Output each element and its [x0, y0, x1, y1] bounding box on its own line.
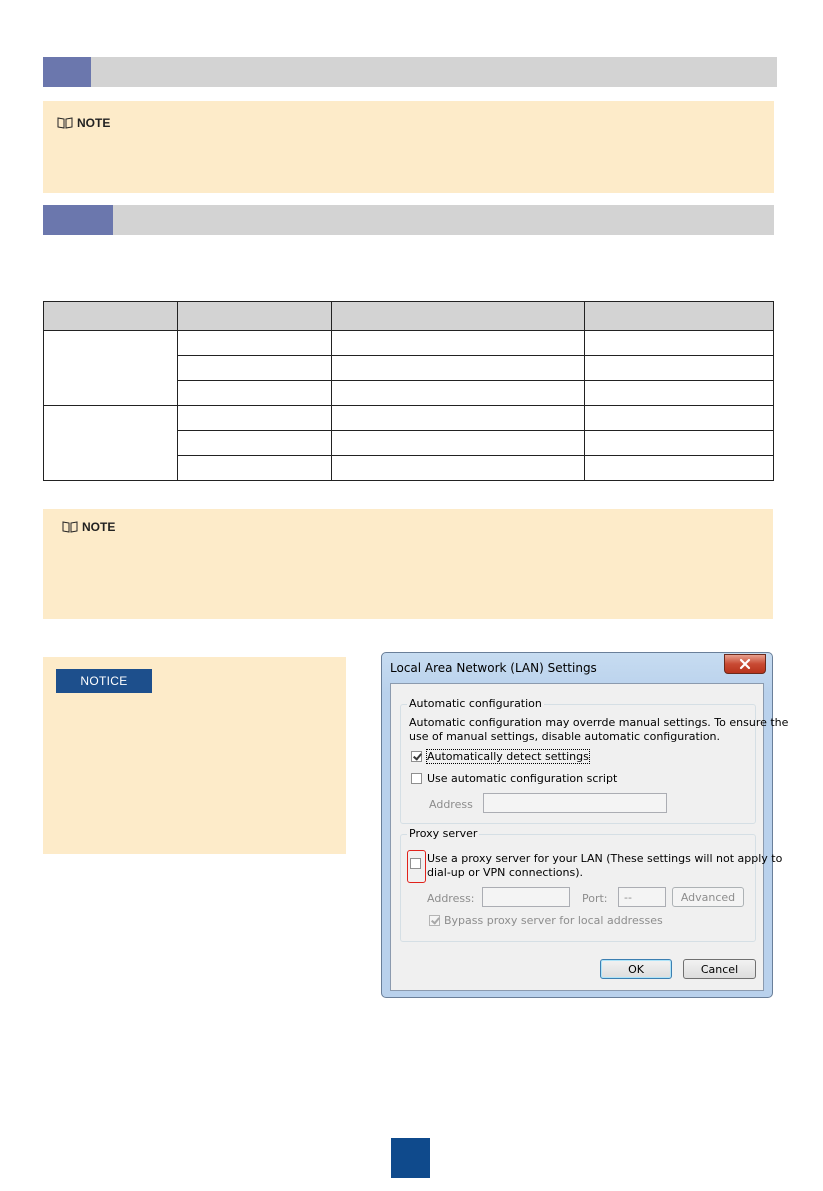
table-row: [44, 331, 774, 356]
detect-settings-checkbox[interactable]: [411, 751, 422, 762]
notice-badge: NOTICE: [56, 669, 152, 693]
table-cell: [331, 456, 585, 481]
table-group-cell: [44, 331, 178, 406]
table-cell: [177, 456, 331, 481]
bypass-local-checkbox[interactable]: [429, 915, 440, 926]
table-cell: [177, 331, 331, 356]
table-cell: [331, 381, 585, 406]
use-script-checkbox[interactable]: [411, 773, 422, 784]
proxy-port-value: --: [624, 891, 632, 904]
section-heading-bar: [43, 57, 777, 87]
table-cell: [585, 381, 774, 406]
use-proxy-label-2[interactable]: dial-up or VPN connections).: [427, 866, 584, 879]
note-box: [43, 509, 773, 619]
table-cell: [585, 456, 774, 481]
table-header-cell: [585, 302, 774, 331]
table-cell: [177, 406, 331, 431]
script-address-input[interactable]: [483, 793, 667, 813]
use-proxy-label[interactable]: Use a proxy server for your LAN (These settings will not apply to: [427, 852, 783, 865]
spec-table: [43, 301, 774, 481]
table-cell: [585, 431, 774, 456]
use-script-label[interactable]: Use automatic configuration script: [427, 772, 618, 785]
proxy-server-group: [400, 827, 783, 942]
script-address-label: Address: [429, 798, 473, 811]
section-number-tab: [43, 205, 113, 235]
notice-box: [43, 657, 346, 854]
note-label: [62, 520, 115, 534]
table-group-cell: [44, 406, 178, 481]
table-header-row: [44, 302, 774, 331]
table-header-cell: [331, 302, 585, 331]
note-box: [43, 101, 774, 193]
lan-settings-dialog: [381, 652, 789, 998]
close-icon: [725, 655, 765, 673]
note-label-text: NOTE: [77, 116, 111, 130]
use-proxy-checkbox[interactable]: [410, 858, 421, 869]
table-cell: [331, 331, 585, 356]
dialog-title: Local Area Network (LAN) Settings: [390, 661, 597, 675]
close-button[interactable]: [724, 654, 766, 674]
table-cell: [177, 356, 331, 381]
book-icon: [62, 521, 78, 533]
note-label-text: NOTE: [82, 520, 116, 534]
table-cell: [331, 406, 585, 431]
cancel-button[interactable]: Cancel: [683, 959, 756, 979]
detect-settings-label[interactable]: Automatically detect settings: [427, 750, 589, 763]
table-header-cell: [44, 302, 178, 331]
auto-config-description: Automatic configuration may overrde manual settings. To ensure the: [409, 716, 789, 729]
proxy-address-input[interactable]: [482, 887, 570, 907]
proxy-port-label: Port:: [582, 892, 608, 905]
section-heading-bar: [43, 205, 774, 235]
table-header-cell: [177, 302, 331, 331]
page-number-marker: [391, 1138, 430, 1178]
proxy-port-input[interactable]: [618, 887, 666, 907]
auto-config-description-2: use of manual settings, disable automatic configuration.: [409, 730, 721, 743]
ok-button[interactable]: OK: [600, 959, 672, 979]
table-row: [44, 406, 774, 431]
table-cell: [331, 356, 585, 381]
advanced-button[interactable]: Advanced: [672, 887, 744, 907]
section-number-tab: [43, 57, 91, 87]
bypass-local-label[interactable]: Bypass proxy server for local addresses: [444, 914, 663, 927]
note-label: [57, 116, 110, 130]
auto-config-legend: Automatic configuration: [409, 697, 542, 710]
table-cell: [585, 406, 774, 431]
table-cell: [585, 356, 774, 381]
auto-config-group: [400, 697, 789, 824]
table-cell: [177, 381, 331, 406]
dialog-body: [390, 683, 789, 991]
proxy-server-legend: Proxy server: [409, 827, 478, 840]
book-icon: [57, 117, 73, 129]
table-cell: [177, 431, 331, 456]
table-cell: [585, 331, 774, 356]
table-cell: [331, 431, 585, 456]
proxy-address-label: Address:: [427, 892, 475, 905]
